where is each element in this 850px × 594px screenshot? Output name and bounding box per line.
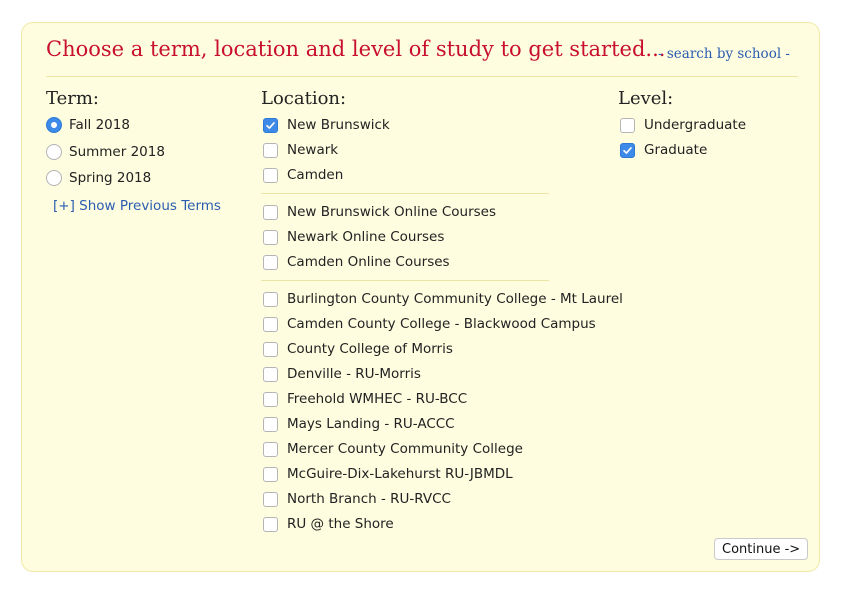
checkbox[interactable] xyxy=(620,143,635,158)
option-label: Newark Online Courses xyxy=(287,229,445,245)
option-label: Spring 2018 xyxy=(69,170,152,186)
checkbox[interactable] xyxy=(263,205,278,220)
checkbox[interactable] xyxy=(263,492,278,507)
level-heading: Level: xyxy=(618,88,674,109)
checkbox[interactable] xyxy=(263,317,278,332)
radio-button[interactable] xyxy=(46,117,62,133)
checkbox[interactable] xyxy=(263,168,278,183)
option-label: McGuire-Dix-Lakehurst RU-JBMDL xyxy=(287,466,513,482)
radio-button[interactable] xyxy=(46,170,62,186)
location-divider xyxy=(261,193,549,194)
term-option-radio[interactable] xyxy=(46,141,165,163)
location-checkbox[interactable] xyxy=(263,114,390,136)
option-label: Mays Landing - RU-ACCC xyxy=(287,416,455,432)
location-offcampus-checkbox[interactable] xyxy=(263,488,451,510)
checkbox[interactable] xyxy=(263,417,278,432)
page-title: Choose a term, location and level of study to get started... xyxy=(46,37,666,61)
checkbox[interactable] xyxy=(263,342,278,357)
option-label: Mercer County Community College xyxy=(287,441,523,457)
option-label: Graduate xyxy=(644,142,708,158)
term-option-radio[interactable] xyxy=(46,167,151,189)
checkbox[interactable] xyxy=(263,230,278,245)
checkbox[interactable] xyxy=(263,442,278,457)
location-heading: Location: xyxy=(261,88,347,109)
option-label: Camden xyxy=(287,167,344,183)
location-checkbox[interactable] xyxy=(263,164,343,186)
checkbox[interactable] xyxy=(620,118,635,133)
location-offcampus-checkbox[interactable] xyxy=(263,288,623,310)
selection-panel xyxy=(21,22,820,572)
location-offcampus-checkbox[interactable] xyxy=(263,513,394,535)
term-option-radio[interactable] xyxy=(46,114,130,136)
checkbox[interactable] xyxy=(263,118,278,133)
location-divider xyxy=(261,280,549,281)
checkbox[interactable] xyxy=(263,255,278,270)
checkbox[interactable] xyxy=(263,292,278,307)
location-offcampus-checkbox[interactable] xyxy=(263,313,596,335)
level-checkbox[interactable] xyxy=(620,139,707,161)
checkbox[interactable] xyxy=(263,392,278,407)
option-label: Camden Online Courses xyxy=(287,254,450,270)
search-by-school-link[interactable]: - search by school - xyxy=(658,46,790,62)
show-previous-terms-link[interactable]: [+] Show Previous Terms xyxy=(53,198,221,214)
location-offcampus-checkbox[interactable] xyxy=(263,463,513,485)
option-label: County College of Morris xyxy=(287,341,453,357)
checkbox[interactable] xyxy=(263,367,278,382)
option-label: RU @ the Shore xyxy=(287,516,394,532)
option-label: New Brunswick Online Courses xyxy=(287,204,497,220)
option-label: Camden County College - Blackwood Campus xyxy=(287,316,596,332)
option-label: Fall 2018 xyxy=(69,117,130,133)
option-label: Freehold WMHEC - RU-BCC xyxy=(287,391,468,407)
option-label: North Branch - RU-RVCC xyxy=(287,491,451,507)
location-offcampus-checkbox[interactable] xyxy=(263,338,453,360)
option-label: Denville - RU-Morris xyxy=(287,366,421,382)
option-label: Newark xyxy=(287,142,339,158)
checkbox[interactable] xyxy=(263,517,278,532)
option-label: Burlington County Community College - Mt Laurel xyxy=(287,291,623,307)
term-heading: Term: xyxy=(46,88,99,109)
option-label: New Brunswick xyxy=(287,117,390,133)
continue-button[interactable]: Continue -> xyxy=(714,538,808,560)
location-online-checkbox[interactable] xyxy=(263,226,444,248)
location-offcampus-checkbox[interactable] xyxy=(263,388,467,410)
option-label: Summer 2018 xyxy=(69,143,165,160)
location-checkbox[interactable] xyxy=(263,139,338,161)
location-offcampus-checkbox[interactable] xyxy=(263,413,455,435)
location-offcampus-checkbox[interactable] xyxy=(263,438,523,460)
location-online-checkbox[interactable] xyxy=(263,251,450,273)
checkbox[interactable] xyxy=(263,467,278,482)
checkbox[interactable] xyxy=(263,143,278,158)
option-label: Undergraduate xyxy=(644,117,747,133)
radio-button[interactable] xyxy=(46,144,62,160)
header-divider xyxy=(46,76,798,77)
level-checkbox[interactable] xyxy=(620,114,746,136)
location-online-checkbox[interactable] xyxy=(263,201,496,223)
location-offcampus-checkbox[interactable] xyxy=(263,363,421,385)
